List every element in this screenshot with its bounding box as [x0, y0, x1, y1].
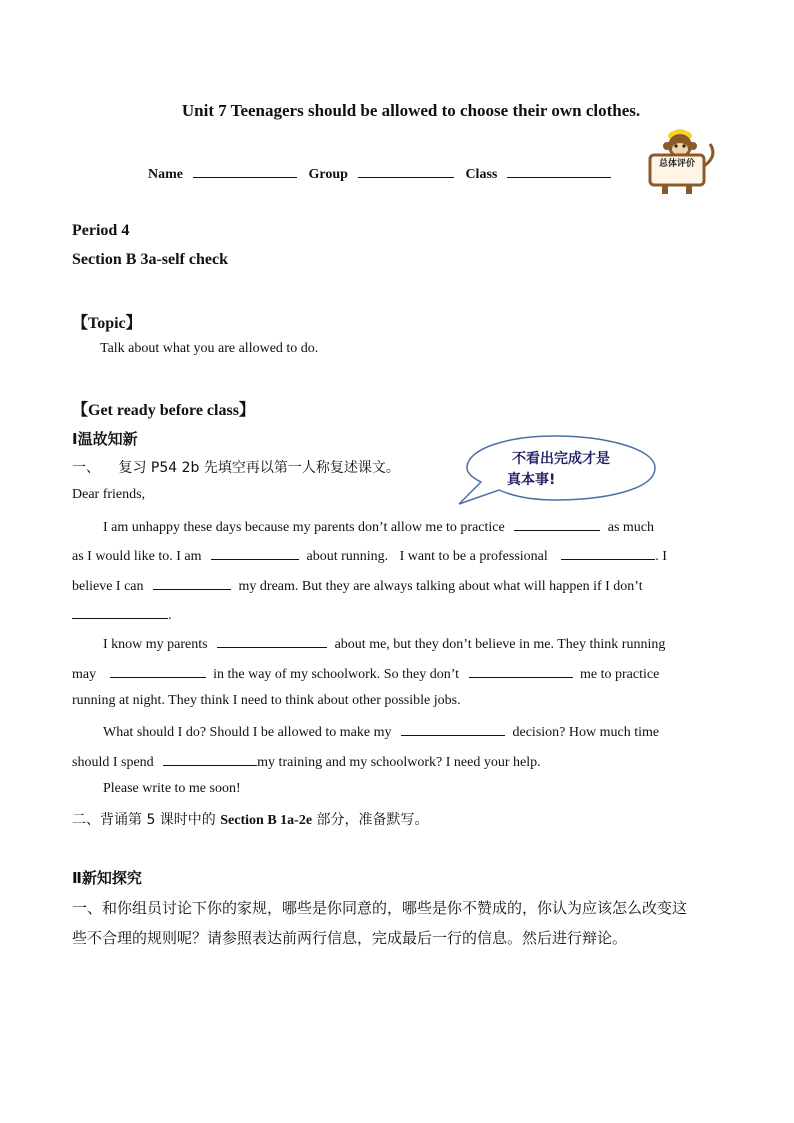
review-heading: Ⅰ温故知新 [72, 430, 138, 448]
fill-blank[interactable] [217, 634, 327, 648]
fill-blank[interactable] [514, 517, 600, 531]
class-label: Class [465, 167, 498, 182]
class-blank[interactable] [507, 163, 611, 178]
period-heading: Period 4 [72, 222, 130, 239]
text-segment: I want to be a professional [399, 549, 548, 564]
text-segment: Section B 1a-2e [220, 813, 313, 828]
fill-blank[interactable] [211, 546, 299, 560]
text-segment: decision? How much time [512, 725, 660, 740]
bubble-line2: 真本事! [507, 472, 556, 488]
fill-blank[interactable] [469, 664, 573, 678]
text-segment: 二、背诵第 5 课时中的 [72, 812, 221, 828]
text-segment: my dream. But they are always talking about what will happen if I don’t [238, 579, 643, 594]
group-label: Group [308, 167, 348, 182]
letter-line-9 [72, 752, 720, 771]
text-segment: . [168, 608, 172, 623]
name-blank[interactable] [193, 163, 297, 178]
ready-heading: 【Get ready before class】 [72, 402, 255, 419]
text-segment: in the way of my schoolwork. So they don’t [213, 667, 459, 682]
fill-blank[interactable] [163, 752, 257, 766]
text-segment: as much [607, 520, 654, 535]
text-segment: my training and my schoolwork? I need your help. [257, 755, 541, 770]
text-segment: as I would like to. I am [72, 549, 202, 564]
letter-line-8 [103, 722, 751, 741]
letter-line-3 [72, 576, 720, 595]
text-segment: should I spend [72, 755, 154, 770]
letter-greeting: Dear friends, [72, 487, 146, 502]
text-segment: I know my parents [103, 637, 208, 652]
bubble-line1: 不看出完成才是 [512, 451, 610, 467]
fill-blank[interactable] [561, 546, 655, 560]
text-segment: may [72, 667, 97, 682]
fill-blank[interactable] [401, 722, 505, 736]
page-title: Unit 7 Teenagers should be allowed to choose their own clothes. [181, 101, 641, 120]
student-info-line [148, 163, 619, 183]
letter-closing: Please write to me soon! [103, 781, 241, 796]
letter-line-4 [72, 605, 720, 624]
text-segment: believe I can [72, 579, 144, 594]
letter-line-1 [103, 517, 719, 536]
monkey-evaluation-badge-icon [640, 126, 718, 198]
letter-line-7: running at night. They think I need to think about other possible jobs. [72, 693, 461, 708]
letter-line-2 [72, 546, 720, 565]
text-segment: me to practice [580, 667, 660, 682]
explore-line-2: 些不合理的规则呢？请参照表达前两行信息，完成最后一行的信息。然后进行辩论。 [72, 929, 628, 947]
letter-line-6 [72, 664, 720, 683]
text-segment: 部分，准备默写。 [312, 812, 429, 828]
text-segment: What should I do? Should I be allowed to make my [103, 725, 392, 740]
fill-blank[interactable] [110, 664, 206, 678]
letter-line-5 [103, 634, 751, 653]
step1-instruction [72, 457, 400, 477]
group-blank[interactable] [358, 163, 454, 178]
step1-text: 复习 P54 2b 先填空再以第一人称复述课文。 [118, 460, 400, 476]
fill-blank[interactable] [72, 605, 168, 619]
text-segment: about me, but they don’t believe in me. They think running [334, 637, 666, 652]
badge-text: 总体评价 [658, 159, 696, 169]
step2-instruction [72, 809, 428, 829]
section-heading: Section B 3a-self check [72, 251, 228, 268]
explore-line-1: 一、和你组员讨论下你的家规，哪些是你同意的，哪些是你不赞成的，你认为应该怎么改变这 [72, 899, 688, 917]
explore-heading: Ⅱ新知探究 [72, 869, 142, 887]
fill-blank[interactable] [153, 576, 231, 590]
topic-heading: 【Topic】 [72, 315, 142, 332]
name-label: Name [148, 167, 183, 182]
text-segment: . I [655, 549, 667, 564]
step1-number: 一、 [72, 460, 100, 476]
text-segment: about running. [306, 549, 389, 564]
text-segment: I am unhappy these days because my parents don’t allow me to practice [103, 520, 505, 535]
topic-text: Talk about what you are allowed to do. [100, 341, 319, 356]
